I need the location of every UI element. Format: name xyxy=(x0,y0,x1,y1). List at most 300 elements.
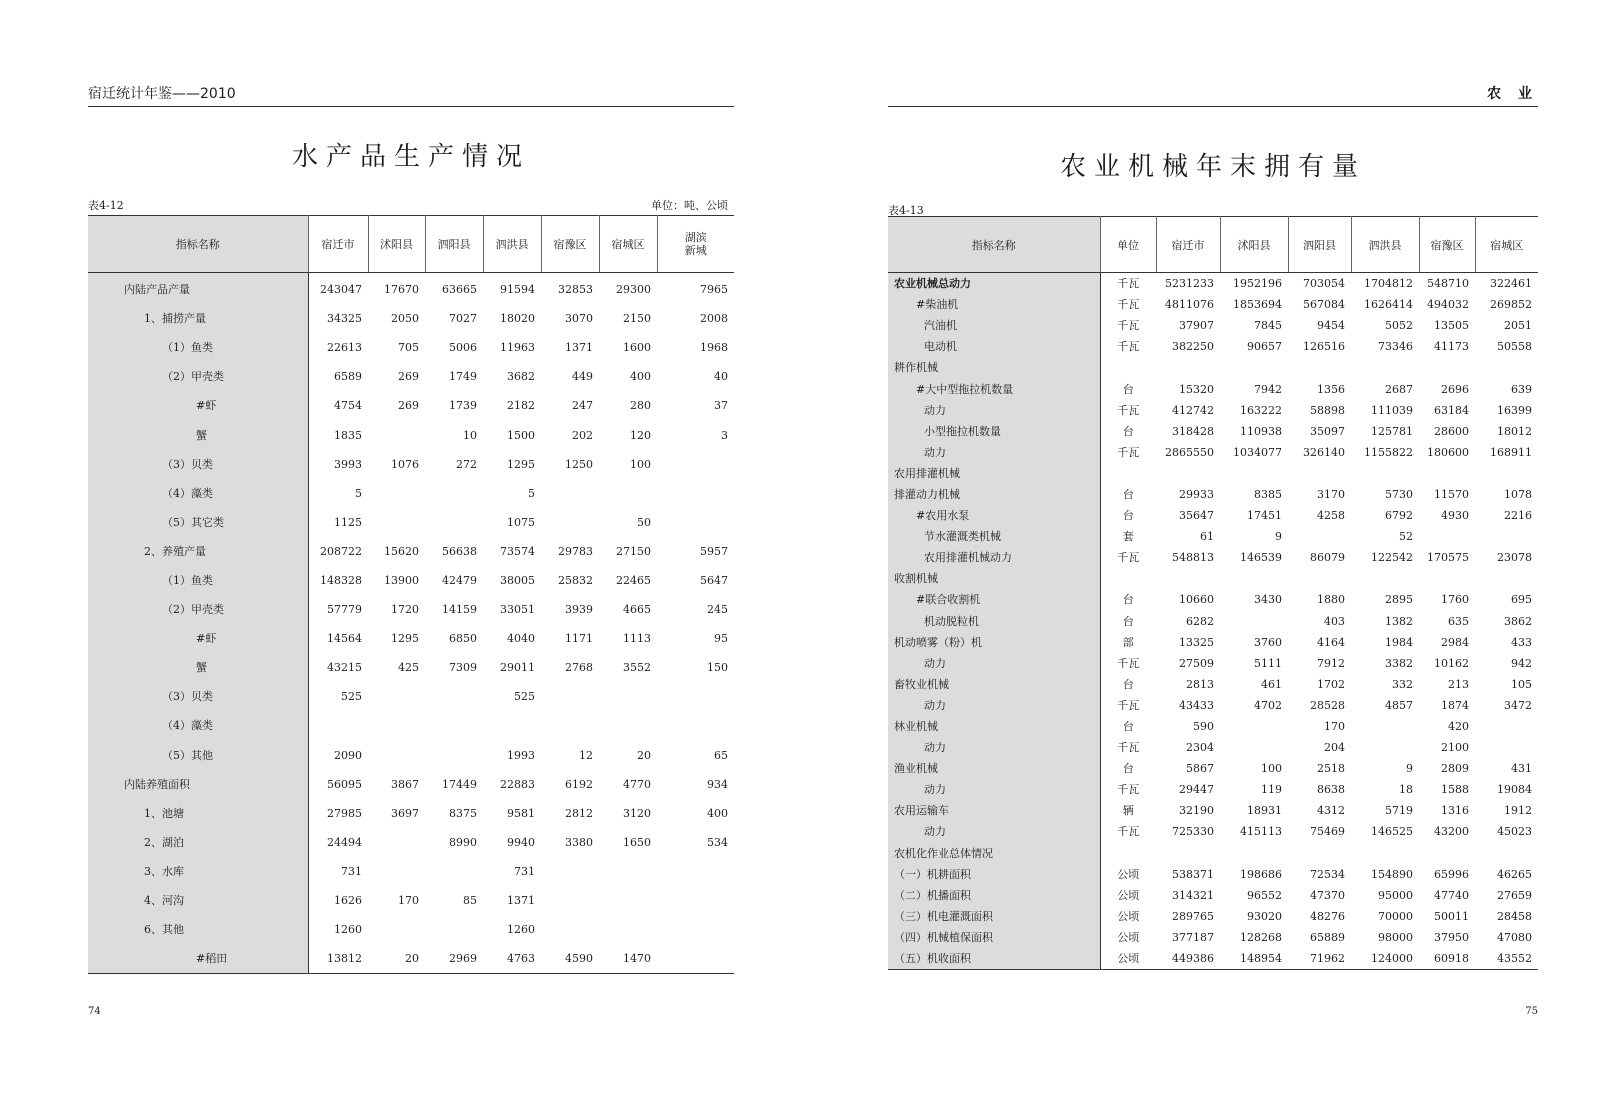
cell-value: 9 xyxy=(1406,762,1413,776)
cell-value: 58898 xyxy=(1310,403,1345,417)
row-label: 动力 xyxy=(888,653,1100,674)
cell-value: 7942 xyxy=(1254,382,1282,396)
cell-value: 7912 xyxy=(1317,656,1345,670)
cell-value: 1720 xyxy=(391,603,419,617)
cell-value: 1470 xyxy=(623,952,651,966)
cell-value: 1034077 xyxy=(1233,445,1282,459)
cell-value: 150 xyxy=(707,661,728,675)
cell-value: 32190 xyxy=(1179,804,1214,818)
cell-value: 2008 xyxy=(700,312,728,326)
row-label: #联合收割机 xyxy=(888,589,1100,610)
cell-value: 4258 xyxy=(1317,509,1345,523)
row-label: （二）机播面积 xyxy=(888,885,1100,906)
cell-value: 2813 xyxy=(1186,677,1214,691)
row-label: 蟹 xyxy=(88,653,308,682)
cell-value: 280 xyxy=(630,399,651,413)
cell-value xyxy=(1351,716,1419,737)
table-row xyxy=(88,857,734,886)
cell-value: 2696 xyxy=(1441,382,1469,396)
row-label: （四）机械植保面积 xyxy=(888,927,1100,948)
cell-value: 45023 xyxy=(1497,825,1532,839)
cell-value xyxy=(1220,716,1288,737)
cell-value: 9940 xyxy=(507,835,535,849)
section-title: 农 业 xyxy=(1487,86,1538,102)
cell-value: 213 xyxy=(1448,677,1469,691)
cell-value xyxy=(657,915,734,944)
table-row xyxy=(888,885,1538,906)
row-label: 3、水库 xyxy=(88,857,308,886)
cell-value: 3993 xyxy=(308,450,368,479)
cell-value xyxy=(599,915,657,944)
cell-value: 119 xyxy=(1261,783,1282,797)
cell-value: 73574 xyxy=(500,544,535,558)
table-row xyxy=(888,927,1538,948)
table-row xyxy=(888,758,1538,779)
cell-value: 1749 xyxy=(449,370,477,384)
cell-value: 4312 xyxy=(1317,804,1345,818)
cell-value: 6850 xyxy=(449,632,477,646)
unit-cell: 公顷 xyxy=(1100,885,1156,906)
table-row xyxy=(888,400,1538,421)
cell-value: 29783 xyxy=(558,544,593,558)
cell-value: 1993 xyxy=(507,748,535,762)
cell-value: 243047 xyxy=(308,273,368,305)
cell-value: 60918 xyxy=(1434,952,1469,966)
cell-value: 725330 xyxy=(1172,825,1214,839)
yearbook-title: 宿迁统计年鉴——2010 xyxy=(88,86,236,102)
row-label: 渔业机械 xyxy=(888,758,1100,779)
cell-value: 28458 xyxy=(1497,909,1532,923)
cell-value: 52 xyxy=(1399,530,1413,544)
cell-value: 163222 xyxy=(1240,403,1282,417)
cell-value: 2687 xyxy=(1385,382,1413,396)
cell-value: 538371 xyxy=(1172,867,1214,881)
cell-value: 43552 xyxy=(1497,952,1532,966)
cell-value: 1356 xyxy=(1317,382,1345,396)
cell-value: 2050 xyxy=(391,312,419,326)
cell-value: 1704812 xyxy=(1364,277,1413,291)
unit-cell: 千瓦 xyxy=(1100,273,1156,295)
cell-value xyxy=(368,915,425,944)
cell-value: 3697 xyxy=(391,806,419,820)
cell-value: 269 xyxy=(398,370,419,384)
cell-value: 2051 xyxy=(1504,319,1532,333)
cell-value: 43433 xyxy=(1179,698,1214,712)
cell-value: 5052 xyxy=(1385,319,1413,333)
cell-value xyxy=(1419,568,1475,589)
cell-value: 269852 xyxy=(1490,298,1532,312)
cell-value: 42479 xyxy=(442,573,477,587)
cell-value: 3382 xyxy=(1385,656,1413,670)
table-row xyxy=(88,915,734,944)
unit-cell: 公顷 xyxy=(1100,927,1156,948)
table-row xyxy=(888,611,1538,632)
cell-value: 635 xyxy=(1448,614,1469,628)
cell-value: 494032 xyxy=(1427,298,1469,312)
column-header: 宿迁市 xyxy=(308,216,368,273)
cell-value xyxy=(1220,357,1288,378)
cell-value: 7027 xyxy=(449,312,477,326)
cell-value xyxy=(541,479,599,508)
table-row xyxy=(888,463,1538,484)
cell-value: 198686 xyxy=(1240,867,1282,881)
cell-value: 2865550 xyxy=(1165,445,1214,459)
cell-value: 1626414 xyxy=(1364,298,1413,312)
cell-value: 43200 xyxy=(1434,825,1469,839)
table-row xyxy=(888,273,1538,295)
cell-value: 289765 xyxy=(1172,909,1214,923)
row-label: 机动喷雾（粉）机 xyxy=(888,632,1100,653)
cell-value: 3682 xyxy=(507,370,535,384)
cell-value xyxy=(1419,357,1475,378)
cell-value: 318428 xyxy=(1172,424,1214,438)
cell-value: 47740 xyxy=(1434,888,1469,902)
table-row xyxy=(88,944,734,974)
cell-value: 126516 xyxy=(1303,340,1345,354)
table-title-aquatic: 水产品生产情况 xyxy=(291,142,530,172)
cell-value xyxy=(368,711,425,740)
cell-value xyxy=(1351,463,1419,484)
cell-value: 2518 xyxy=(1317,762,1345,776)
cell-value: 13900 xyxy=(384,573,419,587)
cell-value: 6282 xyxy=(1186,614,1214,628)
cell-value xyxy=(1156,463,1220,484)
cell-value: 326140 xyxy=(1303,445,1345,459)
cell-value: 25832 xyxy=(558,573,593,587)
row-label: 农用排灌机械 xyxy=(888,463,1100,484)
cell-value: 63184 xyxy=(1434,403,1469,417)
cell-value: 1260 xyxy=(308,915,368,944)
cell-value: 934 xyxy=(707,777,728,791)
cell-value: 3380 xyxy=(565,835,593,849)
cell-value xyxy=(657,450,734,479)
cell-value: 3 xyxy=(721,428,728,442)
row-label: 1、捕捞产量 xyxy=(88,304,308,333)
unit-cell: 千瓦 xyxy=(1100,400,1156,421)
cell-value: 100 xyxy=(1261,762,1282,776)
table-header-row xyxy=(888,217,1538,273)
unit-cell: 台 xyxy=(1100,589,1156,610)
cell-value: 9 xyxy=(1275,530,1282,544)
cell-value: 61 xyxy=(1200,530,1214,544)
cell-value: 14564 xyxy=(308,624,368,653)
table-row xyxy=(888,568,1538,589)
cell-value: 5719 xyxy=(1385,804,1413,818)
cell-value: 1853694 xyxy=(1233,298,1282,312)
cell-value xyxy=(368,682,425,711)
cell-value: 28600 xyxy=(1434,424,1469,438)
unit-cell: 台 xyxy=(1100,484,1156,505)
unit-cell: 台 xyxy=(1100,674,1156,695)
cell-value: 128268 xyxy=(1240,930,1282,944)
cell-value: 43215 xyxy=(308,653,368,682)
cell-value: 461 xyxy=(1261,677,1282,691)
cell-value: 3862 xyxy=(1504,614,1532,628)
cell-value xyxy=(425,711,483,740)
table-row xyxy=(888,315,1538,336)
cell-value: 32853 xyxy=(558,283,593,297)
row-label: 动力 xyxy=(888,400,1100,421)
table-row xyxy=(88,624,734,653)
row-label: （1）鱼类 xyxy=(88,566,308,595)
cell-value: 86079 xyxy=(1310,551,1345,565)
table-row xyxy=(888,948,1538,970)
cell-value: 705 xyxy=(398,341,419,355)
cell-value: 48276 xyxy=(1310,909,1345,923)
cell-value: 5 xyxy=(308,479,368,508)
cell-value: 65889 xyxy=(1310,930,1345,944)
cell-value xyxy=(599,886,657,915)
table-row xyxy=(88,362,734,391)
cell-value: 1078 xyxy=(1504,487,1532,501)
cell-value xyxy=(599,479,657,508)
running-head-left xyxy=(88,84,734,107)
cell-value xyxy=(368,857,425,886)
unit-cell: 千瓦 xyxy=(1100,336,1156,357)
cell-value: 2090 xyxy=(308,741,368,770)
cell-value: 4164 xyxy=(1317,635,1345,649)
table-body-left xyxy=(88,273,734,974)
cell-value: 154890 xyxy=(1371,867,1413,881)
cell-value: 20 xyxy=(405,952,419,966)
table-row xyxy=(888,378,1538,399)
cell-value xyxy=(1288,526,1351,547)
cell-value: 425 xyxy=(398,661,419,675)
cell-value: 47370 xyxy=(1310,888,1345,902)
cell-value xyxy=(1475,843,1538,864)
row-label: 耕作机械 xyxy=(888,357,1100,378)
cell-value: 37950 xyxy=(1434,930,1469,944)
column-header: 指标名称 xyxy=(88,216,308,273)
cell-value: 95000 xyxy=(1378,888,1413,902)
cell-value: 8385 xyxy=(1254,487,1282,501)
cell-value: 400 xyxy=(630,370,651,384)
cell-value xyxy=(1288,463,1351,484)
cell-value: 4930 xyxy=(1441,509,1469,523)
row-label: （三）机电灌溉面积 xyxy=(888,906,1100,927)
unit-cell: 套 xyxy=(1100,526,1156,547)
cell-value: 29447 xyxy=(1179,783,1214,797)
cell-value xyxy=(1475,737,1538,758)
cell-value xyxy=(599,857,657,886)
cell-value: 382250 xyxy=(1172,340,1214,354)
cell-value: 148954 xyxy=(1240,952,1282,966)
column-header: 沭阳县 xyxy=(1220,217,1288,273)
cell-value: 5006 xyxy=(449,341,477,355)
table-row xyxy=(888,357,1538,378)
column-header: 宿城区 xyxy=(1475,217,1538,273)
unit-cell: 千瓦 xyxy=(1100,442,1156,463)
cell-value xyxy=(368,479,425,508)
table-meta-left xyxy=(88,199,734,213)
cell-value: 1626 xyxy=(308,886,368,915)
cell-value: 332 xyxy=(1392,677,1413,691)
cell-value: 33051 xyxy=(500,603,535,617)
cell-value xyxy=(1475,568,1538,589)
cell-value xyxy=(483,711,541,740)
table-row xyxy=(88,508,734,537)
cell-value: 1912 xyxy=(1504,804,1532,818)
row-label: 汽油机 xyxy=(888,315,1100,336)
cell-value xyxy=(1475,526,1538,547)
cell-value: 1984 xyxy=(1385,635,1413,649)
cell-value: 37 xyxy=(714,399,728,413)
column-header: 宿豫区 xyxy=(1419,217,1475,273)
cell-value: 180600 xyxy=(1427,445,1469,459)
unit-cell: 公顷 xyxy=(1100,948,1156,970)
cell-value: 40 xyxy=(714,370,728,384)
table-row xyxy=(88,479,734,508)
cell-value xyxy=(657,711,734,740)
table-row xyxy=(888,547,1538,568)
cell-value: 5957 xyxy=(700,544,728,558)
cell-value: 120 xyxy=(630,428,651,442)
cell-value xyxy=(368,420,425,449)
table-row xyxy=(888,653,1538,674)
cell-value xyxy=(425,741,483,770)
cell-value: 100 xyxy=(630,457,651,471)
cell-value: 2150 xyxy=(623,312,651,326)
cell-value: 1739 xyxy=(449,399,477,413)
aquatic-production-table xyxy=(88,215,734,974)
cell-value: 1371 xyxy=(565,341,593,355)
row-label: #大中型拖拉机数量 xyxy=(888,378,1100,399)
cell-value: 9454 xyxy=(1317,319,1345,333)
table-row xyxy=(88,537,734,566)
table-row xyxy=(888,737,1538,758)
cell-value: 7965 xyxy=(700,283,728,297)
row-label: （五）机收面积 xyxy=(888,948,1100,970)
cell-value: 322461 xyxy=(1490,277,1532,291)
cell-value: 1260 xyxy=(507,923,535,937)
row-label: 畜牧业机械 xyxy=(888,674,1100,695)
table-row xyxy=(888,294,1538,315)
cell-value: 95 xyxy=(714,632,728,646)
cell-value: 98000 xyxy=(1378,930,1413,944)
cell-value: 90657 xyxy=(1247,340,1282,354)
row-label: 机动脱粒机 xyxy=(888,611,1100,632)
cell-value xyxy=(1419,526,1475,547)
cell-value: 18 xyxy=(1399,783,1413,797)
cell-value: 3760 xyxy=(1254,635,1282,649)
table-row xyxy=(888,442,1538,463)
row-label: 动力 xyxy=(888,821,1100,842)
cell-value: 17451 xyxy=(1247,509,1282,523)
unit-cell xyxy=(1100,568,1156,589)
cell-value: 65996 xyxy=(1434,867,1469,881)
cell-value: 3939 xyxy=(565,603,593,617)
cell-value: 29300 xyxy=(616,283,651,297)
table-row xyxy=(88,653,734,682)
column-header: 宿城区 xyxy=(599,216,657,273)
row-label: 排灌动力机械 xyxy=(888,484,1100,505)
cell-value: 247 xyxy=(572,399,593,413)
right-page xyxy=(888,0,1538,1099)
cell-value: 3867 xyxy=(391,777,419,791)
table-row xyxy=(88,711,734,740)
cell-value xyxy=(1475,357,1538,378)
row-label: 农用排灌机械动力 xyxy=(888,547,1100,568)
cell-value xyxy=(425,479,483,508)
cell-value: 72534 xyxy=(1310,867,1345,881)
cell-value: 1600 xyxy=(623,341,651,355)
table-row xyxy=(88,391,734,420)
cell-value xyxy=(657,508,734,537)
row-label: （4）藻类 xyxy=(88,711,308,740)
cell-value xyxy=(599,711,657,740)
table-header-row xyxy=(88,216,734,273)
table-row xyxy=(888,526,1538,547)
table-row xyxy=(888,779,1538,800)
cell-value: 16399 xyxy=(1497,403,1532,417)
cell-value: 50011 xyxy=(1434,909,1469,923)
table-row xyxy=(88,595,734,624)
cell-value: 2304 xyxy=(1186,741,1214,755)
row-label: （3）贝类 xyxy=(88,682,308,711)
cell-value: 4665 xyxy=(623,603,651,617)
cell-value: 18020 xyxy=(500,312,535,326)
row-label: #虾 xyxy=(88,624,308,653)
cell-value: 13325 xyxy=(1179,635,1214,649)
left-page xyxy=(88,0,734,1099)
cell-value: 10162 xyxy=(1434,656,1469,670)
cell-value xyxy=(368,741,425,770)
cell-value: 5231233 xyxy=(1165,277,1214,291)
cell-value: 1880 xyxy=(1317,593,1345,607)
column-header: 单位 xyxy=(1100,217,1156,273)
unit-cell: 千瓦 xyxy=(1100,737,1156,758)
table-row xyxy=(888,843,1538,864)
cell-value: 2100 xyxy=(1441,741,1469,755)
row-label: （1）鱼类 xyxy=(88,333,308,362)
row-label: 小型拖拉机数量 xyxy=(888,421,1100,442)
cell-value: 272 xyxy=(456,457,477,471)
cell-value: 695 xyxy=(1511,593,1532,607)
cell-value: 2768 xyxy=(565,661,593,675)
cell-value: 27659 xyxy=(1497,888,1532,902)
cell-value xyxy=(1220,611,1288,632)
unit-cell: 千瓦 xyxy=(1100,294,1156,315)
cell-value: 3120 xyxy=(623,806,651,820)
cell-value: 4763 xyxy=(507,952,535,966)
unit-cell: 台 xyxy=(1100,505,1156,526)
cell-value: 168911 xyxy=(1490,445,1532,459)
column-header: 宿豫区 xyxy=(541,216,599,273)
cell-value: 29011 xyxy=(500,661,535,675)
cell-value xyxy=(1475,463,1538,484)
cell-value: 449 xyxy=(572,370,593,384)
cell-value: 731 xyxy=(308,857,368,886)
column-header xyxy=(657,216,734,273)
cell-value xyxy=(1475,716,1538,737)
cell-value: 1702 xyxy=(1317,677,1345,691)
unit-cell: 台 xyxy=(1100,421,1156,442)
cell-value: 590 xyxy=(1193,720,1214,734)
cell-value: 449386 xyxy=(1172,952,1214,966)
cell-value: 13505 xyxy=(1434,319,1469,333)
page-number-right: 75 xyxy=(1525,1006,1538,1017)
table-row xyxy=(888,336,1538,357)
row-label: 内陆养殖面积 xyxy=(88,770,308,799)
cell-value: 2969 xyxy=(449,952,477,966)
column-header: 泗洪县 xyxy=(1351,217,1419,273)
table-row xyxy=(888,821,1538,842)
cell-value: 5111 xyxy=(1254,656,1282,670)
cell-value: 412742 xyxy=(1172,403,1214,417)
cell-value: 170 xyxy=(398,894,419,908)
unit-cell: 千瓦 xyxy=(1100,821,1156,842)
cell-value: 122542 xyxy=(1371,551,1413,565)
